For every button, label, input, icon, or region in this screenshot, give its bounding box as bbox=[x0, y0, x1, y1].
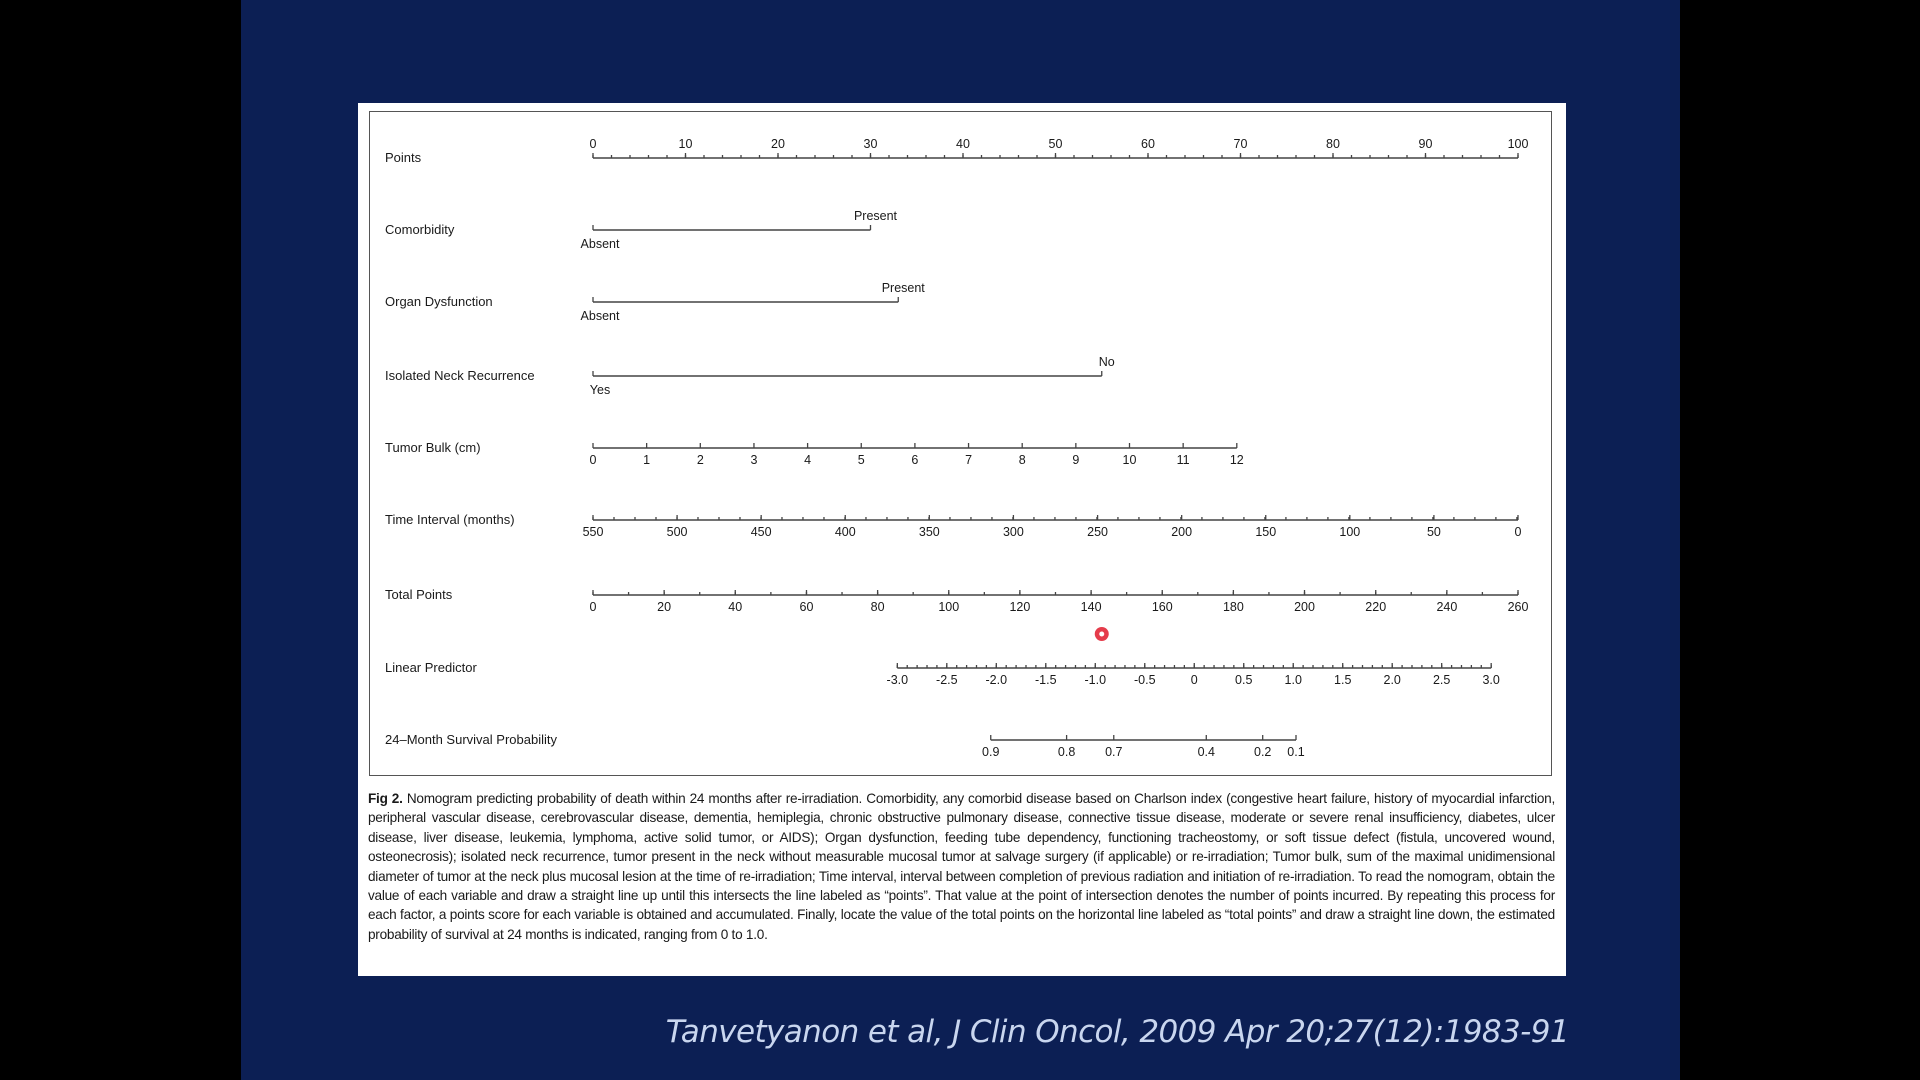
time-interval-tick-label: 0 bbox=[1514, 525, 1522, 539]
linear-predictor-tick-label: -2.5 bbox=[936, 673, 958, 687]
survival-probability-label: 24–Month Survival Probability bbox=[385, 732, 557, 747]
points-tick-label: 10 bbox=[678, 137, 693, 151]
tumor-bulk-tick-label: 3 bbox=[750, 453, 758, 467]
linear-predictor-tick-label: -0.5 bbox=[1133, 673, 1156, 687]
points-tick-label: 70 bbox=[1233, 137, 1248, 151]
time-interval-tick-label: 350 bbox=[918, 525, 940, 539]
isolated-neck-recurrence-start-label: Yes bbox=[589, 383, 611, 397]
total-points-tick-label: 160 bbox=[1151, 600, 1173, 614]
tumor-bulk-tick-label: 5 bbox=[857, 453, 865, 467]
total-points-tick-label: 60 bbox=[799, 600, 814, 614]
time-interval-tick-label: 450 bbox=[750, 525, 772, 539]
tumor-bulk-tick-label: 6 bbox=[911, 453, 919, 467]
tumor-bulk-tick-label: 11 bbox=[1176, 453, 1190, 467]
linear-predictor-tick-label: 2.5 bbox=[1432, 673, 1451, 687]
tumor-bulk-tick-label: 2 bbox=[696, 453, 704, 467]
total-points-tick-label: 140 bbox=[1080, 600, 1102, 614]
tumor-bulk-tick-label: 1 bbox=[643, 453, 651, 467]
survival-probability-tick-label: 0.2 bbox=[1254, 745, 1272, 759]
organ-dysfunction-end-label: Present bbox=[881, 281, 925, 295]
tumor-bulk-tick-label: 10 bbox=[1122, 453, 1137, 467]
time-interval-tick-label: 50 bbox=[1426, 525, 1441, 539]
points-tick-label: 50 bbox=[1048, 137, 1063, 151]
survival-probability-tick-label: 0.1 bbox=[1287, 745, 1305, 759]
time-interval-tick-label: 100 bbox=[1339, 525, 1361, 539]
linear-predictor-tick-label: -3.0 bbox=[886, 673, 909, 687]
linear-predictor-tick-label: 0.5 bbox=[1235, 673, 1253, 687]
total-points-tick-label: 220 bbox=[1365, 600, 1387, 614]
linear-predictor-tick-label: 1.0 bbox=[1284, 673, 1302, 687]
total-points-tick-label: 260 bbox=[1507, 600, 1529, 614]
nomogram-chart bbox=[358, 103, 1566, 783]
tumor-bulk-tick-label: 7 bbox=[965, 453, 973, 467]
time-interval-label: Time Interval (months) bbox=[385, 512, 515, 527]
tumor-bulk-tick-label: 0 bbox=[589, 453, 597, 467]
total-points-label: Total Points bbox=[385, 587, 453, 602]
figure-caption bbox=[368, 789, 1555, 944]
organ-dysfunction-start-label: Absent bbox=[580, 309, 620, 323]
linear-predictor-tick-label: -1.5 bbox=[1035, 673, 1057, 687]
citation: Tanvetyanon et al, J Clin Oncol, 2009 Apr 20;27(12):1983-91 bbox=[665, 1014, 1569, 1050]
linear-predictor-tick-label: 1.5 bbox=[1334, 673, 1352, 687]
linear-predictor-tick-label: -1.0 bbox=[1084, 673, 1107, 687]
caption-body: Nomogram predicting probability of death within 24 months after re-irradiation. Comorbidity, any comorbid disease based on Charlson index (congestive heart failure, history of myocardial infarction, peripheral vascular disease, cerebrovascular disease, dementia, hemiplegia, chronic obstructive pulmonary disease, connective tissue disease, moderate or severe renal insufficiency, diabetes, ulcer disease, liver disease, leukemia, lymphoma, active solid tumor, or AIDS); Organ dysfunction, feeding tube dependency, functioning tracheostomy, or soft tissue defect (fistula, uncovered wound, osteonecrosis); isolated neck recurrence, tumor present in the neck without measurable mucosal tumor at salvage surgery (if applicable) or re-irradiation; Tumor bulk, sum of the maximal unidimensional diameter of tumor at the neck plus mucosal lesion at the time of re-irradiation; Time interval, interval between completion of previous radiation and initiation of re-irradiation. To read the nomogram, obtain the value of each variable and draw a straight line up until this intersects the line labeled as “points”. That value at the point of intersection denotes the number of points incurred. By repeating this process for each factor, a points score for each variable is obtained and accumulated. Finally, locate the value of the total points on the horizontal line labeled as “total points” and draw a straight line down, the estimated probability of survival at 24 months is indicated, ranging from 0 to 1.0. bbox=[368, 791, 1556, 942]
isolated-neck-recurrence-end-label: No bbox=[1098, 355, 1115, 369]
points-tick-label: 90 bbox=[1418, 137, 1433, 151]
isolated-neck-recurrence-label: Isolated Neck Recurrence bbox=[385, 368, 535, 383]
figure-panel bbox=[358, 103, 1566, 976]
total-points-tick-label: 200 bbox=[1294, 600, 1315, 614]
survival-probability-tick-label: 0.4 bbox=[1197, 745, 1215, 759]
survival-probability-tick-label: 0.8 bbox=[1057, 745, 1076, 759]
linear-predictor-tick-label: 2.0 bbox=[1383, 673, 1401, 687]
linear-predictor-tick-label: 0 bbox=[1190, 673, 1198, 687]
comorbidity-end-label: Present bbox=[853, 209, 898, 223]
survival-probability-tick-label: 0.9 bbox=[982, 745, 1000, 759]
points-tick-label: 60 bbox=[1141, 137, 1155, 151]
red-marker-center bbox=[1099, 632, 1104, 637]
points-label: Points bbox=[385, 150, 422, 165]
comorbidity-label: Comorbidity bbox=[385, 222, 455, 237]
tumor-bulk-label: Tumor Bulk (cm) bbox=[385, 440, 481, 455]
time-interval-tick-label: 200 bbox=[1171, 525, 1193, 539]
time-interval-tick-label: 500 bbox=[666, 525, 688, 539]
time-interval-tick-label: 250 bbox=[1087, 525, 1109, 539]
survival-probability-tick-label: 0.7 bbox=[1105, 745, 1123, 759]
tumor-bulk-tick-label: 4 bbox=[804, 453, 812, 467]
presentation-slide bbox=[241, 0, 1680, 1080]
time-interval-tick-label: 300 bbox=[1002, 525, 1024, 539]
caption-lead: Fig 2. bbox=[368, 791, 403, 806]
organ-dysfunction-label: Organ Dysfunction bbox=[385, 294, 493, 309]
points-tick-label: 20 bbox=[771, 137, 785, 151]
total-points-tick-label: 80 bbox=[870, 600, 885, 614]
points-tick-label: 100 bbox=[1507, 137, 1529, 151]
total-points-tick-label: 120 bbox=[1009, 600, 1031, 614]
time-interval-tick-label: 550 bbox=[582, 525, 604, 539]
points-tick-label: 80 bbox=[1326, 137, 1340, 151]
comorbidity-start-label: Absent bbox=[580, 237, 620, 251]
total-points-tick-label: 20 bbox=[657, 600, 672, 614]
time-interval-tick-label: 150 bbox=[1255, 525, 1277, 539]
points-tick-label: 40 bbox=[956, 137, 970, 151]
tumor-bulk-tick-label: 9 bbox=[1072, 453, 1080, 467]
tumor-bulk-tick-label: 12 bbox=[1229, 453, 1244, 467]
total-points-tick-label: 240 bbox=[1436, 600, 1458, 614]
tumor-bulk-tick-label: 8 bbox=[1018, 453, 1026, 467]
linear-predictor-label: Linear Predictor bbox=[385, 660, 477, 675]
points-tick-label: 0 bbox=[589, 137, 597, 151]
time-interval-tick-label: 400 bbox=[834, 525, 856, 539]
linear-predictor-tick-label: 3.0 bbox=[1482, 673, 1500, 687]
total-points-tick-label: 100 bbox=[938, 600, 960, 614]
points-tick-label: 30 bbox=[863, 137, 878, 151]
total-points-tick-label: 0 bbox=[589, 600, 597, 614]
total-points-tick-label: 40 bbox=[728, 600, 743, 614]
total-points-tick-label: 180 bbox=[1222, 600, 1244, 614]
linear-predictor-tick-label: -2.0 bbox=[985, 673, 1008, 687]
